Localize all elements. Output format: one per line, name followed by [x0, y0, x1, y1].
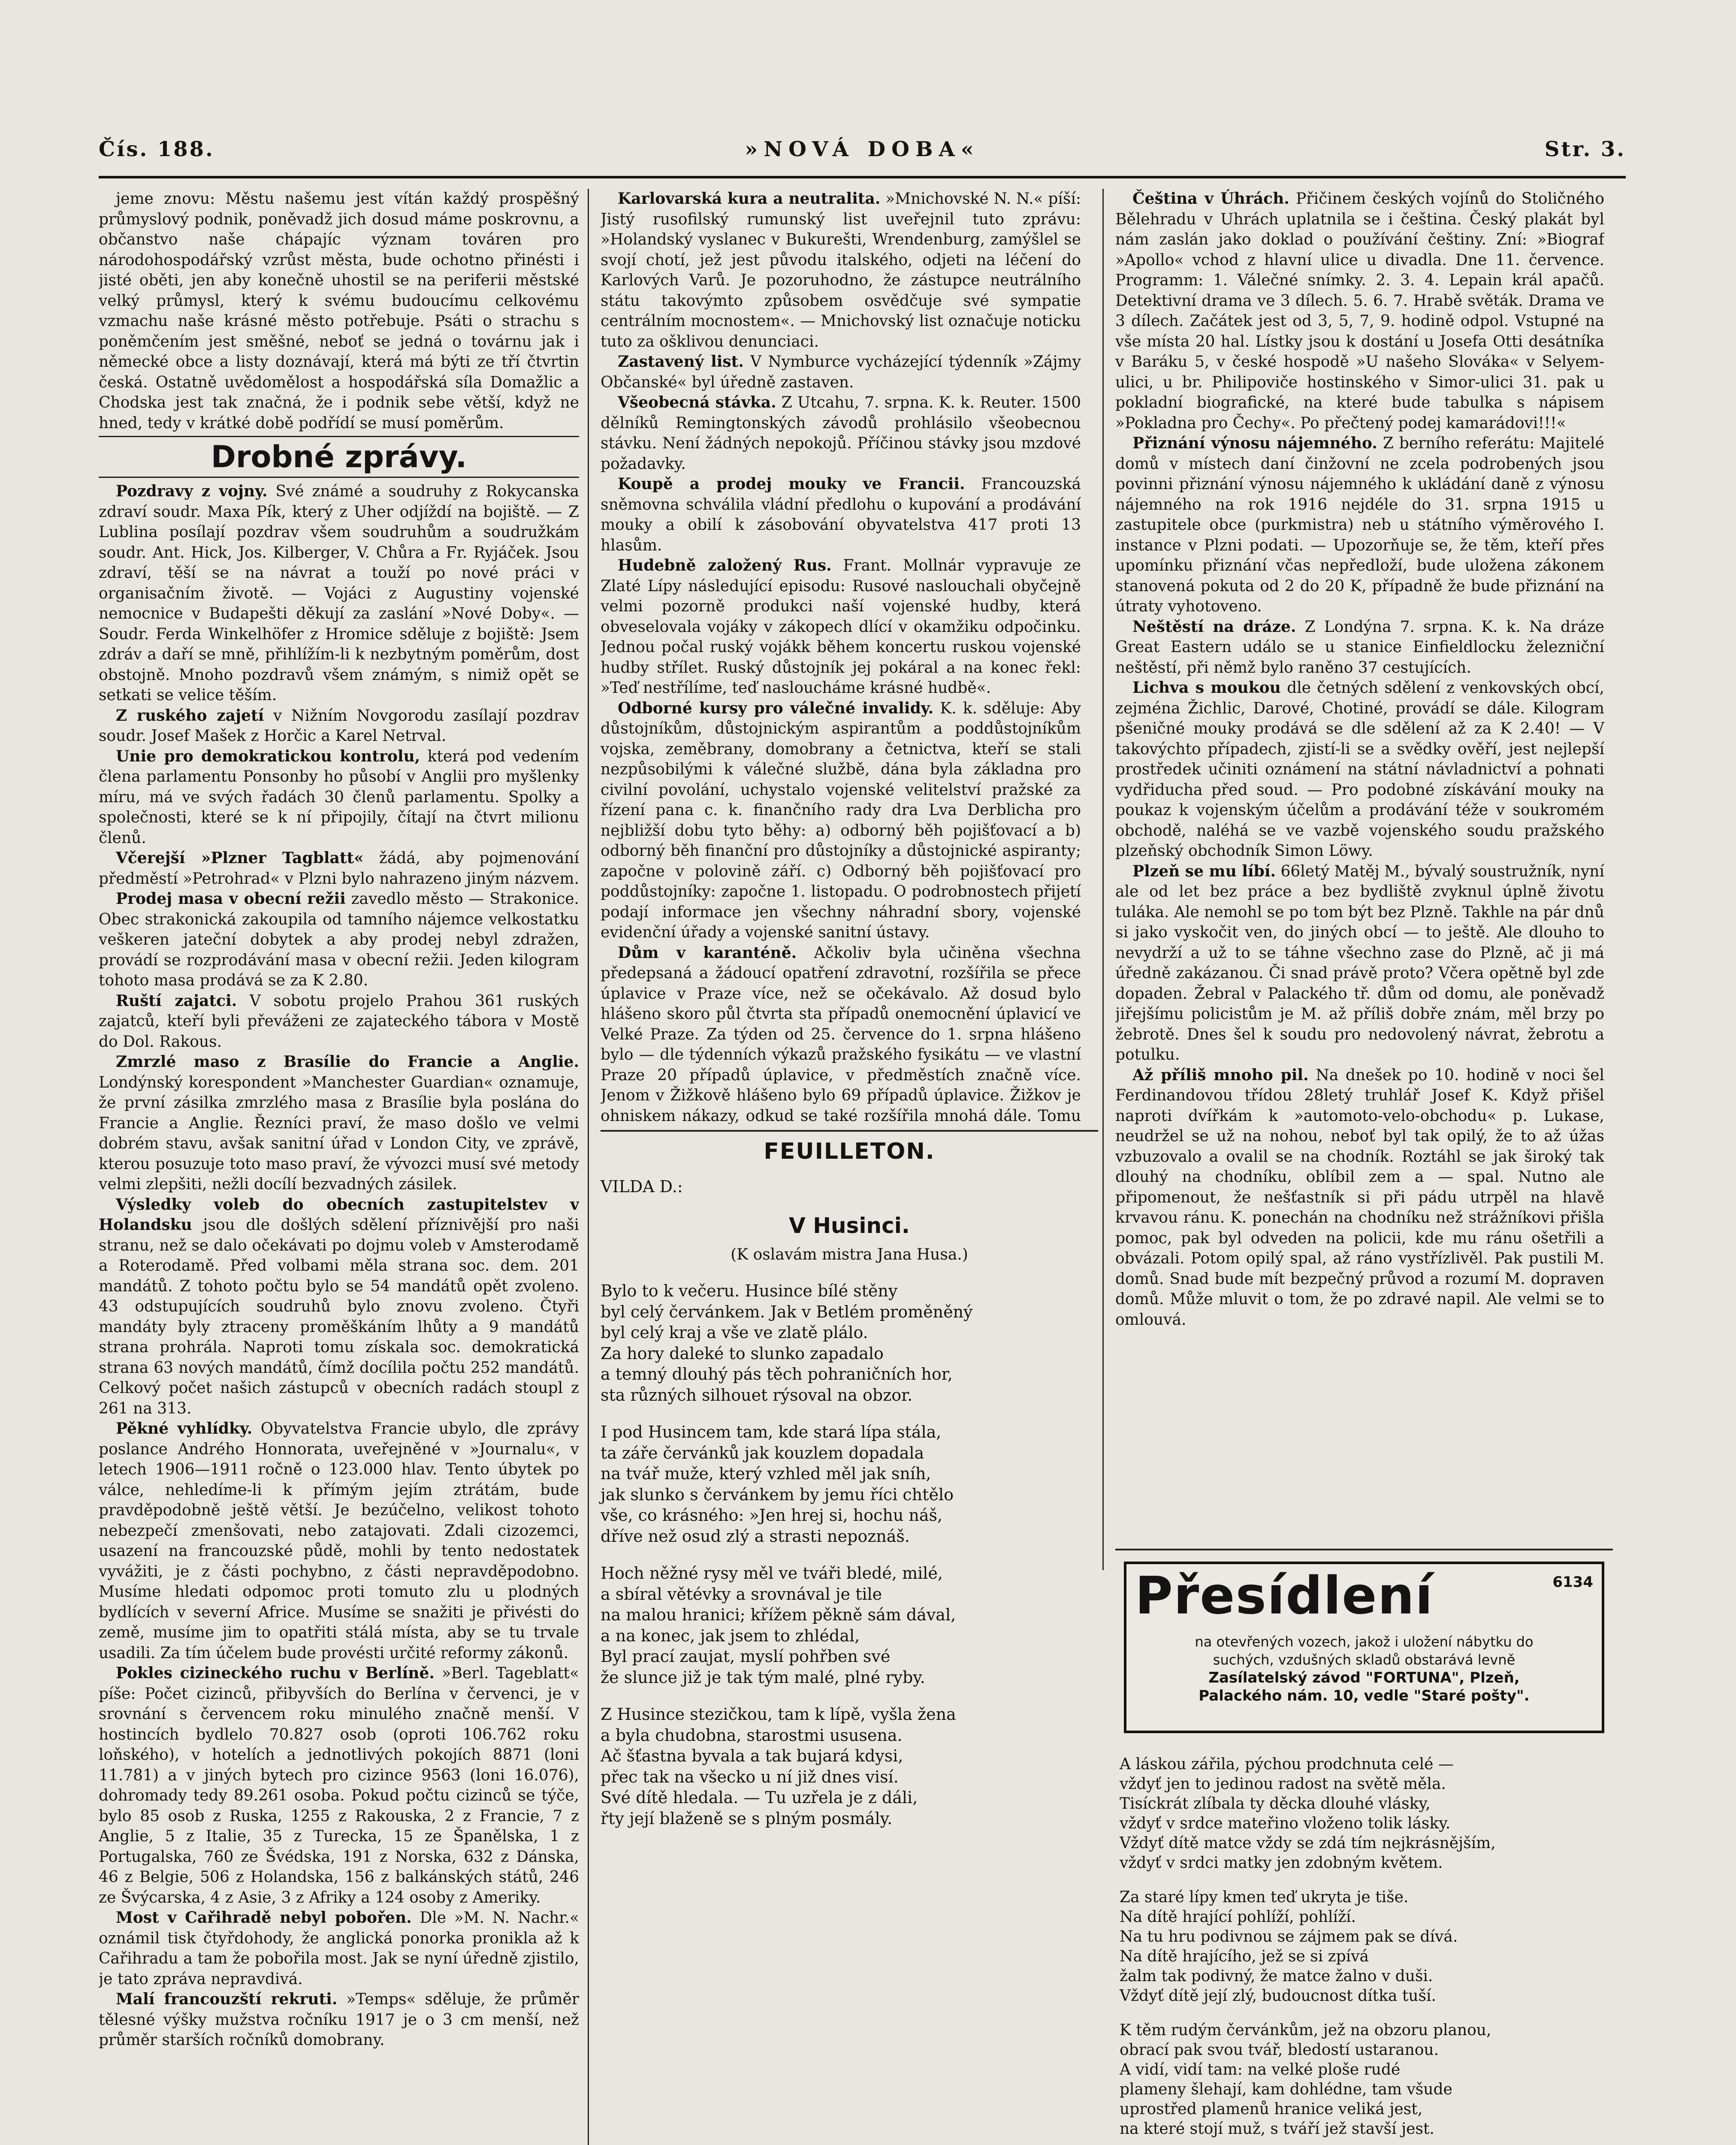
news-item-text: zavedlo město — Strakonice. Obec strakonická zakoupila od tamního nájemce velkostatku veškeren jateční dobytek a aby prodej nebyl zdražen, provádí se rozprodávání masa v obecní režii. Jeden kilogram tohoto masa prodává se za K 2.80. — [99, 890, 579, 989]
ad-line: Zasílatelský závod "FORTUNA", Plzeň, — [1208, 1669, 1520, 1686]
news-item-heading: Ruští zajatci. — [116, 991, 237, 1010]
column-2 — [601, 189, 1081, 1124]
news-item-heading: Neštěstí na dráze. — [1132, 617, 1296, 636]
news-item-heading: Výsledky voleb do obecních zastupitelstev v Holandsku — [99, 1195, 579, 1234]
poem-line: Bylo to k večeru. Husince bílé stěny — [601, 1281, 898, 1300]
poem-line: A vidí, vidí tam: na velké ploše rudé — [1120, 2061, 1401, 2079]
poem-line: Vždyť dítě její zlý, budoucnost dítka tuší. — [1120, 1987, 1436, 2005]
news-item — [99, 1419, 579, 1663]
news-item — [99, 481, 579, 706]
news-item-heading: Koupě a prodej mouky ve Francii. — [618, 475, 965, 493]
poem-stanza — [1120, 1755, 1609, 1873]
poem-line: dříve než osud zlý a strasti nepoznáš. — [601, 1526, 910, 1546]
news-item-heading: Odborné kursy pro válečné invalidy. — [618, 699, 934, 717]
news-item-text: Londýnský korespondent »Manchester Guardian« oznamuje, že první zásilka zmrzlého masa z Brasílie byla poslána do Francie a Anglie. Řezníci praví, že maso došlo ve velmi dobrém stavu, avšak sanitní úřad v London City, ve zprávě, kterou posuzuje toto maso praví, že vývozci musí své metody velmi zlepšiti, nežli docílí bezvadných zásilek. — [99, 1073, 579, 1193]
news-item — [99, 1908, 579, 1989]
poem-stanza — [601, 1704, 1098, 1829]
poem-line: na které stojí muž, s tváří jež stavší jest. — [1120, 2120, 1434, 2138]
news-item-text: Ačkoliv byla učiněna všechna předepsaná a žádoucí opatření zdravotní, rozšířila se přece úplavice v Praze více, než se očekávalo. Až dosud bylo hlášeno skoro půl čtvrta sta případů onemocnění úplavicí ve Velké Praze. Za týden od 25. července do 1. srpna hlášeno bylo — dle týdenních výkazů pražského fysikátu — ve vlastní Praze 20 případů úplavice, v předměstích značně více. Jenom v Žižkově hlášeno bylo 69 případů úplavice. Žižkov je ohniskem nákazy, odkud se také rozšířila mnohá dále. Tomu — [601, 944, 1081, 1124]
news-item — [601, 189, 1081, 352]
column-3 — [1115, 189, 1604, 1540]
header-divider — [99, 176, 1626, 178]
news-item-heading: Až příliš mnoho pil. — [1132, 1066, 1309, 1084]
poem-line: obrací pak svou tvář, bledostí ustaranou. — [1120, 2041, 1439, 2059]
poem-line: Vždyť dítě matce vždy se zdá tím nejkrásnějším, — [1120, 1834, 1496, 1852]
column-divider — [1102, 189, 1104, 1570]
news-item-heading: Všeobecná stávka. — [618, 393, 776, 411]
poem-line: a na konec, jak jsem to zhlédal, — [601, 1626, 860, 1645]
news-item-text: Přičinem českých vojínů do Stoličného Bělehradu v Uhrách uplatnila se i čeština. Český plakát byl nám zaslán jako doklad o používání češtiny. Zní: »Biograf »Apollo« vchod z hlavní ulice u divadla. Dne 11. července. Programm: 1. Válečné snímky. 2. 3. 4. Lepain král apačů. Detektivní drama ve 3 dílech. 5. 6. 7. Hrabě světák. Drama ve 3 dílech. Začátek jest od 3, 5, 7, 9. hodině odpol. Vstupné na vše místa 20 hal. Lístky jsou k dostání u Josefa Otti desátníka v Baráku 5, v české hospodě »U našeho Slováka« v Selyem-ulici, u br. Philipoviče hostinského v Simor-ulici 31. pak u pokladní biografické, na které bude tabulka s nápisem »Pokladna pro Čechy«. Po přečtený podej kamarádovi!!!« — [1115, 190, 1604, 432]
ad-body — [1139, 1633, 1589, 1705]
news-item — [1115, 861, 1604, 1065]
poem-stanza — [601, 1281, 1098, 1405]
poem-line: I pod Husincem tam, kde stará lípa stála, — [601, 1423, 942, 1441]
poem-line: K těm rudým červánkům, jež na obzoru planou, — [1120, 2021, 1491, 2039]
news-item-heading: Dům v karanténě. — [618, 943, 797, 962]
poem-line: Za staré lípy kmen teď ukryta je tiše. — [1120, 1888, 1409, 1906]
poem-line: byl celý červánkem. Jak v Betlém proměněný — [601, 1302, 973, 1321]
news-item-text: Obyvatelstva Francie ubylo, dle zprávy poslance Andrého Honnorata, uveřejněné v »Journalu«, v letech 1906—1911 ročně o 123.000 hlav. Tento úbytek po válce, nehledíme-li k přímým jejím ztrátám, bude pravděpodobně ještě větší. Je bezúčelno, velikost tohoto nebezpečí zmenšovati, nebo zatajovati. Zdali cizozemci, usazení na francouzské půdě, mohli by tento nedostatek vyvážiti, je z části pochybno, z části nepravděpodobno. Musíme hledati odpomoc proti tomuto zlu u plodných bydlících v severní Africe. Musíme se snažiti je přivésti do země, musíme jim to opatřiti stálá místa, aby se tu trvale usadili. Za tím účelem bude provésti určité reformy zákonů. — [99, 1420, 579, 1662]
advertisement-box — [1124, 1562, 1604, 1733]
news-items — [601, 189, 1081, 1124]
poem-stanza — [1120, 1888, 1609, 2006]
news-item-heading: Hudebně založený Rus. — [618, 556, 832, 574]
news-item-heading: Z ruského zajetí — [116, 706, 264, 725]
poem-line: řty její blaženě se s plným posmály. — [601, 1809, 893, 1828]
news-item — [601, 474, 1081, 556]
news-item-heading: Most v Cařihradě nebyl pobořen. — [116, 1909, 412, 1927]
poem-body — [601, 1281, 1098, 1829]
news-item — [1115, 678, 1604, 861]
news-items — [99, 481, 579, 2051]
news-item — [601, 556, 1081, 698]
news-item — [99, 848, 579, 889]
ad-code: 6134 — [1552, 1574, 1593, 1591]
poem-line: Hoch něžné rysy měl ve tváři bledé, milé, — [601, 1564, 943, 1583]
poem-line: Na dítě hrající pohlíží, pohlíží. — [1120, 1908, 1356, 1926]
article-continuation: jeme znovu: Městu našemu jest vítán každý prospěšný průmyslový podnik, poněvadž jich dosud máme poskrovnu, a občanstvo naše chápajíc význam továren pro národohospodářský vzrůst města, bude ochotno přinésti i jisté oběti, jen aby konečně uhostil se na periferii městské velký průmysl, který k svému budoucímu celkovému vzmachu naše krásné město potřebuje. Psáti o strachu s poněmčením jest směšné, neboť se jedná o továrnu jak i německé obce a listy doznávají, která má býti ze tří čtvrtin česká. Ostatně uvědomělost a hospodářská síla Domažlic a Chodska jest tak značná, že i podnik sebe větší, když ne hned, tedy v krátké době podřídí se musí poměrům. — [99, 190, 579, 432]
poem-line: vždyť v srdce mateřino vloženo tolik lásky. — [1120, 1815, 1451, 1832]
news-item-heading: Čeština v Úhrách. — [1132, 190, 1289, 208]
news-item — [99, 889, 579, 991]
news-item — [99, 991, 579, 1052]
news-item-text: K. k. sděluje: Aby důstojníkům, důstojnickým aspirantům a poddůstojníkům vojska, zeměbrany, domobrany a četnictva, kteří se stali nezpůsobilými k válečné službě, dána byla základna pro civilní povolání, uchystalo vojenské velitelství pražské za řízení pana c. k. finančního rady dra Lva Derblicha pro nejbližší dobu tyto běhy: a) odborný běh pojišťovací a b) odborný běh finanční pro důstojníky a důstojnické aspiranty; započne v polovině září. c) Odborný běh pojišťovací pro poddůstojníky: započne 1. listopadu. O podrobnostech přijetí podají informace jen všechny náhradní sbory, vojenské evidenční úřady a vojenské sanitní ústavy. — [601, 699, 1081, 941]
news-item-heading: Unie pro demokratickou kontrolu, — [116, 747, 420, 765]
poem-line: a sbíral větévky a srovnával je tile — [601, 1584, 882, 1604]
ad-line: suchých, vzdušných skladů obstarává levně — [1213, 1652, 1516, 1668]
poem-line: Za hory daleké to slunko zapadalo — [601, 1344, 884, 1363]
poem-stanza — [1120, 2021, 1609, 2139]
news-item-text: Francouzská sněmovna schválila vládní předlohu o kupování a prodávání mouky a obilí k zásobování obyvatelstva 417 proti 13 hlasům. — [601, 475, 1081, 554]
news-item — [99, 746, 579, 849]
issue-number: Čís. 188. — [99, 137, 214, 161]
poem-author: VILDA D.: — [601, 1177, 683, 1196]
poem-title: V Husinci. — [789, 1213, 910, 1238]
news-item-heading: Plzeň se mu líbí. — [1132, 862, 1276, 880]
news-item-text: dle četných sdělení z venkovských obcí, zejména Žichlic, Darové, Chotiné, provádí se dále. Kilogram pšeničné mouky prodává se dle sdělení až za K 2.40! — V takovýchto případech, zjistí-li se a svědky ověří, jest nejlepší prostředek učiniti oznámení na státní návladnictví a pohnati vydřiducha před soud. — Pro podobné získávání mouky na poukaz k vojenským účelům a prodávání téže v soukromém obchodě, naléhá se ve vazbě vojenského soudu pražského plzeňský obchodník Simon Löwy. — [1115, 679, 1604, 860]
poem-dedication: (K oslavám mistra Jana Husa.) — [731, 1246, 968, 1263]
section-title: Drobné zprávy. — [99, 436, 579, 478]
ad-title: Přesídlení — [1135, 1566, 1434, 1626]
poem-line: vše, co krásného: »Jen hrej si, hochu náš, — [601, 1506, 943, 1525]
news-item-heading: Malí francouzští rekruti. — [116, 1990, 338, 2008]
news-item — [99, 706, 579, 746]
news-item — [601, 393, 1081, 474]
news-items — [1115, 189, 1604, 1330]
news-item — [1115, 1065, 1604, 1330]
news-item — [1115, 617, 1604, 678]
poem-line: že slunce již je tak tým malé, plné ryby. — [601, 1668, 925, 1687]
poem-line: vždyť jen to jedinou radost na světě měla. — [1120, 1775, 1446, 1793]
news-item-text: Na dnešek po 10. hodině v noci šel Ferdinandovou třídou 28letý truhlář Josef K. Když přišel naproti dvířkám k »automoto-velo-obchodu« p. Lukase, neudržel se už na nohou, neboť byl tak opilý, že to až úžas vzbuzovalo a ovalil se na chodník. Roztáhl se jak široký tak dlouhý na chodníku, oblíbil zem a — spal. Nutno ale připomenout, že nešťastník si při pádu utrpěl na hlavě krvavou ránu. K. ponechán na chodníku než strážníkovi přišla pomoc, pak byl odveden na policii, kde mu ránu ošetřili a obvázali. Potom opilý spal, až ráno vystřízlivěl. Pak pustili M. domů. Snad bude mít bezpečný průvod a rozumí M. dopraven domů. Může mluvit o tom, že po zdravé napil. Ale velmi se to omlouvá. — [1115, 1066, 1604, 1329]
news-item-text: 66letý Matěj M., bývalý soustružník, nyní ale od let bez práce a bez bydliště zvyknul úplně životu tuláka. Ale nemohl se po tom být bez Plzně. Takhle na pár dnů si jako vyskočit ven, do jiných obcí — to ještě. Ale dlouho to nevydrží a už to se táhne všechno zase do Plzně, ač ji má úředně zakázanou. Či snad právě proto? Včera opětně byl zde dopaden. Žebral v Palackého tř. dům od domu, ale poněvadž jiřejšímu policistům je M. až příliš dobře znám, měl brzy po žebrotě. Dnes šel k soudu pro nedovolený návrat, žebrotu a potulku. — [1115, 862, 1604, 1063]
column-divider — [588, 189, 589, 2145]
poem-line: uprostřed plamenů hranice veliká jest, — [1120, 2100, 1423, 2118]
poem-line: sta různých silhouet rýsoval na obzor. — [601, 1385, 913, 1405]
column-1 — [99, 189, 579, 2145]
news-item-text: která pod vedením člena parlamentu Ponsonby ho působí v Anglii pro myšlenky míru, má ve svých řadách 30 členů parlamentu. Spolky a společnosti, které se k ní připojily, čítají na čtvrt milionu členů. — [99, 747, 579, 847]
news-item-text: Z Utcahu, 7. srpna. K. k. Reuter. 1500 dělníků Remingtonských závodů prohlásilo všeobecnou stávku. Není žádných nepokojů. Příčinou stávky jsou mzdové požadavky. — [601, 394, 1081, 473]
poem-line: žalm tak podivný, že matce žalno v duši. — [1120, 1967, 1433, 1985]
news-item — [99, 1195, 579, 1419]
newspaper-title: »NOVÁ DOBA« — [745, 137, 980, 161]
page-header — [99, 129, 1626, 167]
news-item-heading: Zastavený list. — [618, 353, 744, 371]
news-item — [99, 1663, 579, 1908]
poem-line: Tisíckrát zlíbala ty děcka dlouhé vlásky, — [1120, 1795, 1431, 1813]
news-item-heading: Přiznání výnosu nájemného. — [1132, 434, 1377, 452]
poem-stanza — [601, 1563, 1098, 1688]
poem-line: jak slunko s červánkem by jemu říci chtělo — [601, 1485, 954, 1504]
news-item — [601, 352, 1081, 393]
news-item-text: Dle »M. N. Nachr.« oznámil tisk čtyřdohody, že anglická ponorka pronikla až k Cařihradu a tam že pobořila most. Jak se nyní úředně zjistilo, je tato zpráva nepravdivá. — [99, 1909, 579, 1988]
news-item-text: jsou dle došlých sdělení příznivější pro naši stranu, než se dalo očekávati po dojmu voleb v Amsterodamě a Roterodamě. Před volbami měla strana soc. dem. 201 mandátů. Z tohoto počtu bylo se 54 mandátů opět zvoleno. 43 odstupujících soudruhů bylo znovu zvoleno. Čtyři mandáty byly ztraceny proměškáním lhůty a 9 mandátů strana prohrála. Naproti tomu získala soc. demokratická strana 63 nových mandátů, čímž docílila počtu 252 mandátů. Celkový počet našich zástupců v obecních radách stoupl z 261 na 313. — [99, 1216, 579, 1417]
poem-line: vždyť v srdci matky jen zdobným květem. — [1120, 1854, 1443, 1872]
news-item-text: V sobotu projelo Prahou 361 ruských zajatců, kteří byli převáženi ze zajateckého tábora v Mostě do Dol. Rakous. — [99, 992, 579, 1051]
poem-line: ta záře červánků jak kouzlem dopadala — [601, 1443, 924, 1462]
poem-line: plameny šlehají, kam dohlédne, tam všude — [1120, 2081, 1452, 2098]
poem-line: Z Husince stezičkou, tam k lípě, vyšla žena — [601, 1705, 956, 1724]
news-item-heading: Pěkné vyhlídky. — [116, 1420, 253, 1438]
news-item-text: Své známé a soudruhy z Rokycanska zdraví soudr. Maxa Pík, který z Uher odjíždí na bojiště. — Z Lublina posílají pozdrav všem soudruhům a soudružkám soudr. Ant. Hick, Jos. Kilberger, V. Chůra a Fr. Ryjáček. Jsou zdraví, těší se na návrat a touží po nové práci v organisačním životě. — Vojáci z Augustiny vojenské nemocnice v Budapešti děkují za zaslání »Nové Doby«. — Soudr. Ferda Winkelhöfer z Hromice sděluje z bojiště: Jsem zdráv a daří se mně, přihlížím-li k nezbytným poměrům, dost obstojně. Mnoho pozdravů všem známým, s nimiž opět se setkati se velice těším. — [99, 483, 579, 704]
poem-line: Na dítě hrajícího, jež se si zpívá — [1120, 1948, 1369, 1965]
news-item — [99, 1989, 579, 2051]
poem-line: a temný dlouhý pás těch pohraničních hor, — [601, 1365, 953, 1384]
news-item — [1115, 189, 1604, 433]
news-item-text: »Temps« sděluje, že průměr tělesné výšky mužstva ročníku 1917 je o 3 cm menší, než průměr starších ročníků domobrany. — [99, 1991, 579, 2049]
news-item-heading: Včerejší »Plzner Tagblatt« — [116, 849, 364, 867]
news-item-heading: Karlovarská kura a neutralita. — [618, 190, 881, 208]
poem-line: a byla chudobna, starostmi ususena. — [601, 1725, 903, 1745]
poem-line: na malou hranici; křížem pěkně sám dával, — [601, 1605, 956, 1624]
news-item-heading: Pokles cizineckého ruchu v Berlíně. — [116, 1664, 435, 1682]
poem-line: A láskou zářila, pýchou prodchnuta celé — — [1120, 1755, 1454, 1773]
ad-divider — [1115, 1549, 1613, 1550]
news-item-text: v Nižním Novgorodu zasílají pozdrav soudr. Josef Mašek z Horčic a Karel Netrval. — [99, 707, 579, 745]
poem-line: Své dítě hledala. — Tu uzřela je z dáli, — [601, 1788, 918, 1807]
news-item-heading: Pozdravy z vojny. — [116, 482, 268, 500]
news-item-text: Z Londýna 7. srpna. K. k. Na dráze Great Eastern událo se u stanice Einfieldlocku železniční neštěstí, při němž bylo raněno 37 cestujících. — [1115, 618, 1604, 677]
news-item — [99, 1052, 579, 1195]
ad-line: na otevřených vozech, jakož i uložení nábytku do — [1195, 1634, 1534, 1650]
poem-continuation — [1120, 1755, 1609, 2145]
poem-line: Ač šťastna byvala a tak bujará kdysi, — [601, 1746, 903, 1765]
feuilleton-title: FEUILLETON. — [601, 1130, 1098, 1164]
poem-line: Byl prací zaujat, myslí pohřben své — [601, 1647, 891, 1666]
feuilleton — [601, 1128, 1098, 1845]
news-item — [601, 943, 1081, 1124]
news-item — [601, 698, 1081, 943]
news-item-heading: Lichva s moukou — [1132, 679, 1281, 697]
news-item — [1115, 433, 1604, 617]
poem-stanza — [601, 1422, 1098, 1547]
poem-body — [1120, 1755, 1609, 2145]
ad-line: Palackého nám. 10, vedle "Staré pošty". — [1199, 1687, 1530, 1704]
news-item-text: »Berl. Tageblatt« píše: Počet cizinců, přibyvších do Berlína v červenci, je v srovnání s červencem roku minulého značně menší. V hostincích bydlelo 70.827 osob (oproti 106.762 roku loňského), v hotelích a jednotlivých pokojích 8871 (loni 11.781) a v jiných bytech pro cizince 9563 (loni 16.076), dohromady tedy 89.261 osoba. Pokud počtu cizinců se týče, bylo 85 osob z Ruska, 1255 z Rakouska, 2 z Francie, 7 z Anglie, 5 z Italie, 35 z Turecka, 15 ze Španělska, 1 z Portugalska, 760 ze Švédska, 191 z Norska, 632 z Dánska, 46 z Belgie, 506 z Holandska, 156 z balkánských států, 246 ze Švýcarska, 4 z Asie, 3 z Afriky a 124 osoby z Ameriky. — [99, 1665, 579, 1906]
news-item-text: V Nymburce vycházející týdenník »Zájmy Občanské« byl úředně zastaven. — [601, 353, 1081, 391]
news-item-text: Frant. Mollnár vypravuje ze Zlaté Lípy následující episodu: Rusové naslouchali obyčejně velmi pozorně produkci naší vojenské hudby, která obveselovala vojáky v zákopech dlící v okamžiku odpočinku. Jednou počal ruský vojákk během koncertu ruskou vojenské hudby střílet. Ruský důstojník jej pokáral a na konec řekl: »Teď nestřílíme, teď nasloucháme krásné hudbě«. — [601, 557, 1081, 697]
poem-line: přec tak na všecko u ní již dnes visí. — [601, 1767, 899, 1786]
news-item-text: Z berního referátu: Majitelé domů v místech daní činžovní ne zcela podrobených jsou povinni přiznání výnosu nájemného k ukládání daně z výnosu nájemného na rok 1916 nejdéle do 31. srpna 1915 u zastupitele obce (purkmistra) neb u státního výměrového I. instance v Plzni podati. — Upozorňuje se, že těm, kteří přes upomínku přiznání včas nepředloží, bude uložena zákonem stanovená pokuta od 2 do 20 K, případně že bude přiznání na útraty vyhotoveno. — [1115, 435, 1604, 615]
page-number: Str. 3. — [1544, 137, 1626, 161]
poem-line: na tvář muže, který vzhled měl jak sníh, — [601, 1464, 931, 1483]
news-item-text: žádá, aby pojmenování předměstí »Petrohrad« v Plzni bylo nahrazeno jiným názvem. — [99, 849, 579, 888]
poem-line: Na tu hru podivnou se zájmem pak se dívá. — [1120, 1928, 1458, 1946]
news-item-heading: Prodej masa v obecní režii — [116, 890, 346, 908]
news-item-heading: Zmrzlé maso z Brasílie do Francie a Anglie. — [116, 1053, 579, 1071]
news-item-text: »Mnichovské N. N.« píší: Jistý rusofilský rumunský list uveřejnil tuto zprávu: »Holandský vyslanec v Bukurešti, Wrendenburg, zamýšlel se svojí chotí, jež jest původu italského, odjeti na léčení do Karlových Varů. Je pozoruhodno, že zástupce neutrálního státu takovýmto způsobem osvědčuje své sympatie centrálním mocnostem«. — Mnichovský list označuje noticku tuto za ošklivou denunciaci. — [601, 190, 1081, 350]
poem-line: byl celý kraj a vše ve zlatě plálo. — [601, 1323, 868, 1342]
